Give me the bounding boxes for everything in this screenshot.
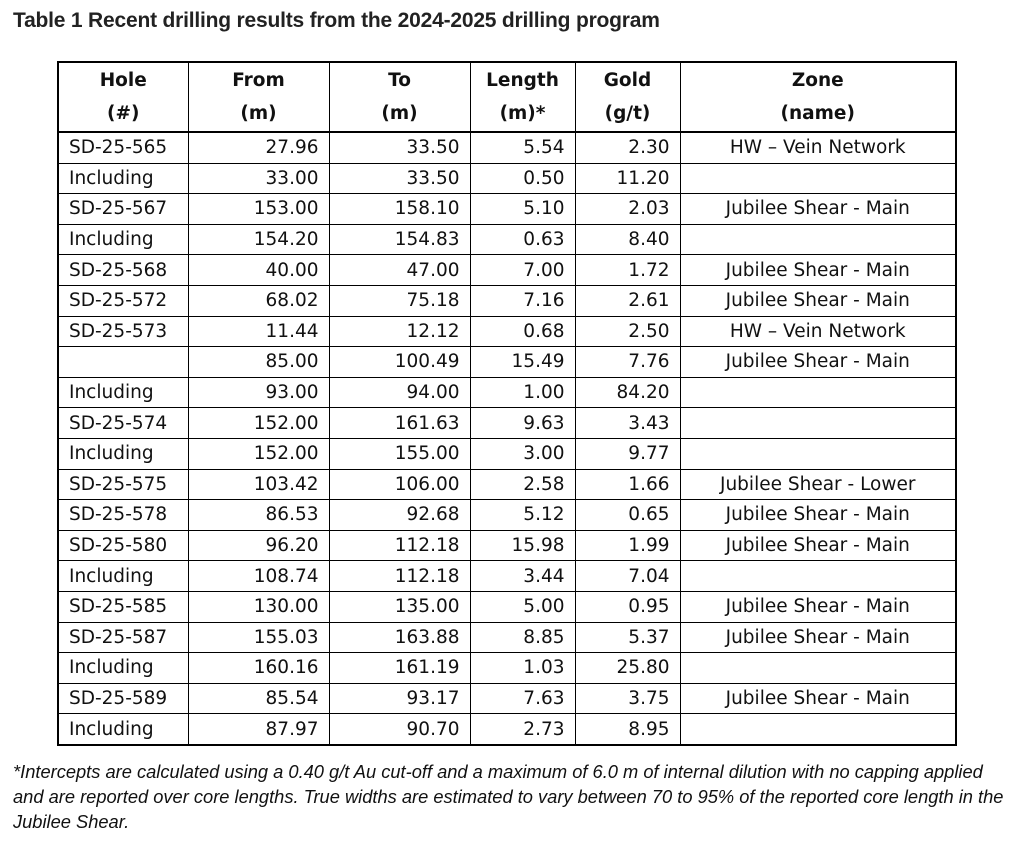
footnote: *Intercepts are calculated using a 0.40 g/t Au cut-off and a maximum of 6.0 m of internal dilution with no capping applied and are reported over core lengths. True widths are estimated to vary between 70 to 95% of the reported core length in the Jubilee Shear.: [13, 761, 1004, 832]
cell-zone: Jubilee Shear - Main: [680, 622, 956, 653]
table-row: [58, 622, 956, 653]
cell-length: 5.12: [470, 500, 575, 531]
cell-gold: 8.95: [575, 714, 680, 745]
cell-zone: [680, 561, 956, 592]
cell-from: 154.20: [188, 224, 329, 255]
cell-zone: [680, 377, 956, 408]
cell-zone: Jubilee Shear - Main: [680, 530, 956, 561]
cell-hole: Including: [58, 438, 188, 469]
table-row: [58, 500, 956, 531]
cell-to: 33.50: [329, 163, 470, 194]
cell-to: 112.18: [329, 561, 470, 592]
cell-to: 163.88: [329, 622, 470, 653]
cell-length: 9.63: [470, 408, 575, 439]
cell-to: 90.70: [329, 714, 470, 745]
header-unit: (g/t): [604, 103, 651, 124]
cell-hole: SD-25-568: [58, 255, 188, 286]
table-row: [58, 438, 956, 469]
cell-to: 33.50: [329, 132, 470, 163]
cell-to: 75.18: [329, 285, 470, 316]
cell-gold: 3.75: [575, 683, 680, 714]
cell-hole: SD-25-585: [58, 591, 188, 622]
cell-from: 87.97: [188, 714, 329, 745]
cell-hole: Including: [58, 714, 188, 745]
cell-zone: [680, 408, 956, 439]
cell-hole: [58, 347, 188, 378]
cell-from: 27.96: [188, 132, 329, 163]
header-unit: (#): [107, 103, 140, 124]
cell-to: 161.19: [329, 653, 470, 684]
table-row: [58, 285, 956, 316]
cell-length: 7.00: [470, 255, 575, 286]
cell-gold: 1.99: [575, 530, 680, 561]
cell-length: 0.68: [470, 316, 575, 347]
cell-zone: HW – Vein Network: [680, 132, 956, 163]
cell-from: 152.00: [188, 408, 329, 439]
cell-from: 155.03: [188, 622, 329, 653]
cell-hole: SD-25-565: [58, 132, 188, 163]
cell-to: 135.00: [329, 591, 470, 622]
cell-gold: 11.20: [575, 163, 680, 194]
cell-hole: Including: [58, 377, 188, 408]
cell-length: 15.49: [470, 347, 575, 378]
cell-hole: Including: [58, 163, 188, 194]
cell-gold: 2.03: [575, 194, 680, 225]
cell-gold: 25.80: [575, 653, 680, 684]
cell-length: 8.85: [470, 622, 575, 653]
table-row: [58, 530, 956, 561]
cell-to: 155.00: [329, 438, 470, 469]
cell-to: 161.63: [329, 408, 470, 439]
table-row: [58, 347, 956, 378]
header-unit: (m)*: [499, 103, 546, 124]
cell-zone: HW – Vein Network: [680, 316, 956, 347]
header-unit: (m): [381, 103, 418, 124]
header-line: From: [232, 70, 285, 91]
cell-to: 93.17: [329, 683, 470, 714]
cell-from: 11.44: [188, 316, 329, 347]
cell-gold: 2.30: [575, 132, 680, 163]
header-to: [329, 62, 470, 132]
header-hole: [58, 62, 188, 132]
cell-gold: 7.04: [575, 561, 680, 592]
cell-gold: 0.65: [575, 500, 680, 531]
cell-from: 108.74: [188, 561, 329, 592]
cell-hole: SD-25-578: [58, 500, 188, 531]
table-row: [58, 683, 956, 714]
cell-length: 7.16: [470, 285, 575, 316]
cell-from: 40.00: [188, 255, 329, 286]
table-header: [58, 62, 956, 132]
cell-from: 93.00: [188, 377, 329, 408]
header-line: Gold: [603, 70, 652, 91]
table-row: [58, 591, 956, 622]
cell-zone: [680, 653, 956, 684]
cell-zone: Jubilee Shear - Main: [680, 500, 956, 531]
cell-to: 154.83: [329, 224, 470, 255]
cell-hole: Including: [58, 224, 188, 255]
cell-from: 153.00: [188, 194, 329, 225]
cell-to: 106.00: [329, 469, 470, 500]
cell-hole: SD-25-574: [58, 408, 188, 439]
table-row: [58, 377, 956, 408]
cell-hole: SD-25-580: [58, 530, 188, 561]
header-line: Hole: [99, 70, 147, 91]
table-row: [58, 653, 956, 684]
cell-zone: Jubilee Shear - Lower: [680, 469, 956, 500]
cell-length: 1.03: [470, 653, 575, 684]
cell-hole: Including: [58, 561, 188, 592]
header-zone: [680, 62, 956, 132]
cell-to: 158.10: [329, 194, 470, 225]
cell-from: 96.20: [188, 530, 329, 561]
cell-gold: 3.43: [575, 408, 680, 439]
cell-to: 12.12: [329, 316, 470, 347]
cell-gold: 0.95: [575, 591, 680, 622]
cell-gold: 7.76: [575, 347, 680, 378]
cell-gold: 1.72: [575, 255, 680, 286]
table-row: [58, 469, 956, 500]
cell-from: 86.53: [188, 500, 329, 531]
cell-length: 15.98: [470, 530, 575, 561]
page-title: Table 1 Recent drilling results from the 2024-2025 drilling program: [13, 9, 660, 32]
cell-zone: Jubilee Shear - Main: [680, 194, 956, 225]
cell-from: 85.00: [188, 347, 329, 378]
header-gold: [575, 62, 680, 132]
header-line: To: [388, 70, 411, 91]
cell-gold: 2.50: [575, 316, 680, 347]
cell-from: 85.54: [188, 683, 329, 714]
cell-zone: Jubilee Shear - Main: [680, 683, 956, 714]
cell-gold: 9.77: [575, 438, 680, 469]
cell-zone: [680, 438, 956, 469]
cell-hole: SD-25-575: [58, 469, 188, 500]
cell-from: 33.00: [188, 163, 329, 194]
cell-to: 47.00: [329, 255, 470, 286]
cell-zone: [680, 163, 956, 194]
cell-gold: 8.40: [575, 224, 680, 255]
cell-length: 3.00: [470, 438, 575, 469]
cell-gold: 5.37: [575, 622, 680, 653]
cell-zone: Jubilee Shear - Main: [680, 255, 956, 286]
cell-length: 2.73: [470, 714, 575, 745]
cell-length: 5.10: [470, 194, 575, 225]
cell-hole: SD-25-573: [58, 316, 188, 347]
cell-to: 92.68: [329, 500, 470, 531]
header-length: [470, 62, 575, 132]
cell-gold: 2.61: [575, 285, 680, 316]
cell-to: 94.00: [329, 377, 470, 408]
cell-to: 100.49: [329, 347, 470, 378]
cell-length: 0.50: [470, 163, 575, 194]
header-unit: (m): [240, 103, 277, 124]
header-line: Length: [486, 70, 559, 91]
table-row: [58, 561, 956, 592]
cell-hole: SD-25-567: [58, 194, 188, 225]
header-line: Zone: [791, 70, 844, 91]
cell-length: 1.00: [470, 377, 575, 408]
cell-length: 7.63: [470, 683, 575, 714]
cell-zone: Jubilee Shear - Main: [680, 591, 956, 622]
cell-length: 0.63: [470, 224, 575, 255]
cell-to: 112.18: [329, 530, 470, 561]
header-row: [58, 62, 956, 132]
table-row: [58, 132, 956, 163]
cell-zone: Jubilee Shear - Main: [680, 285, 956, 316]
cell-length: 5.00: [470, 591, 575, 622]
cell-from: 160.16: [188, 653, 329, 684]
cell-gold: 84.20: [575, 377, 680, 408]
cell-hole: Including: [58, 653, 188, 684]
table-row: [58, 163, 956, 194]
cell-from: 152.00: [188, 438, 329, 469]
cell-length: 3.44: [470, 561, 575, 592]
table-body: [58, 132, 956, 745]
table-row: [58, 316, 956, 347]
cell-zone: [680, 714, 956, 745]
cell-zone: [680, 224, 956, 255]
cell-from: 130.00: [188, 591, 329, 622]
cell-from: 103.42: [188, 469, 329, 500]
table-row: [58, 408, 956, 439]
table-row: [58, 714, 956, 745]
cell-hole: SD-25-589: [58, 683, 188, 714]
header-from: [188, 62, 329, 132]
table-row: [58, 224, 956, 255]
cell-hole: SD-25-572: [58, 285, 188, 316]
table-row: [58, 194, 956, 225]
drilling-results-table: [57, 61, 957, 746]
cell-length: 5.54: [470, 132, 575, 163]
cell-gold: 1.66: [575, 469, 680, 500]
cell-from: 68.02: [188, 285, 329, 316]
cell-zone: Jubilee Shear - Main: [680, 347, 956, 378]
cell-hole: SD-25-587: [58, 622, 188, 653]
cell-length: 2.58: [470, 469, 575, 500]
header-unit: (name): [780, 103, 855, 124]
table-row: [58, 255, 956, 286]
